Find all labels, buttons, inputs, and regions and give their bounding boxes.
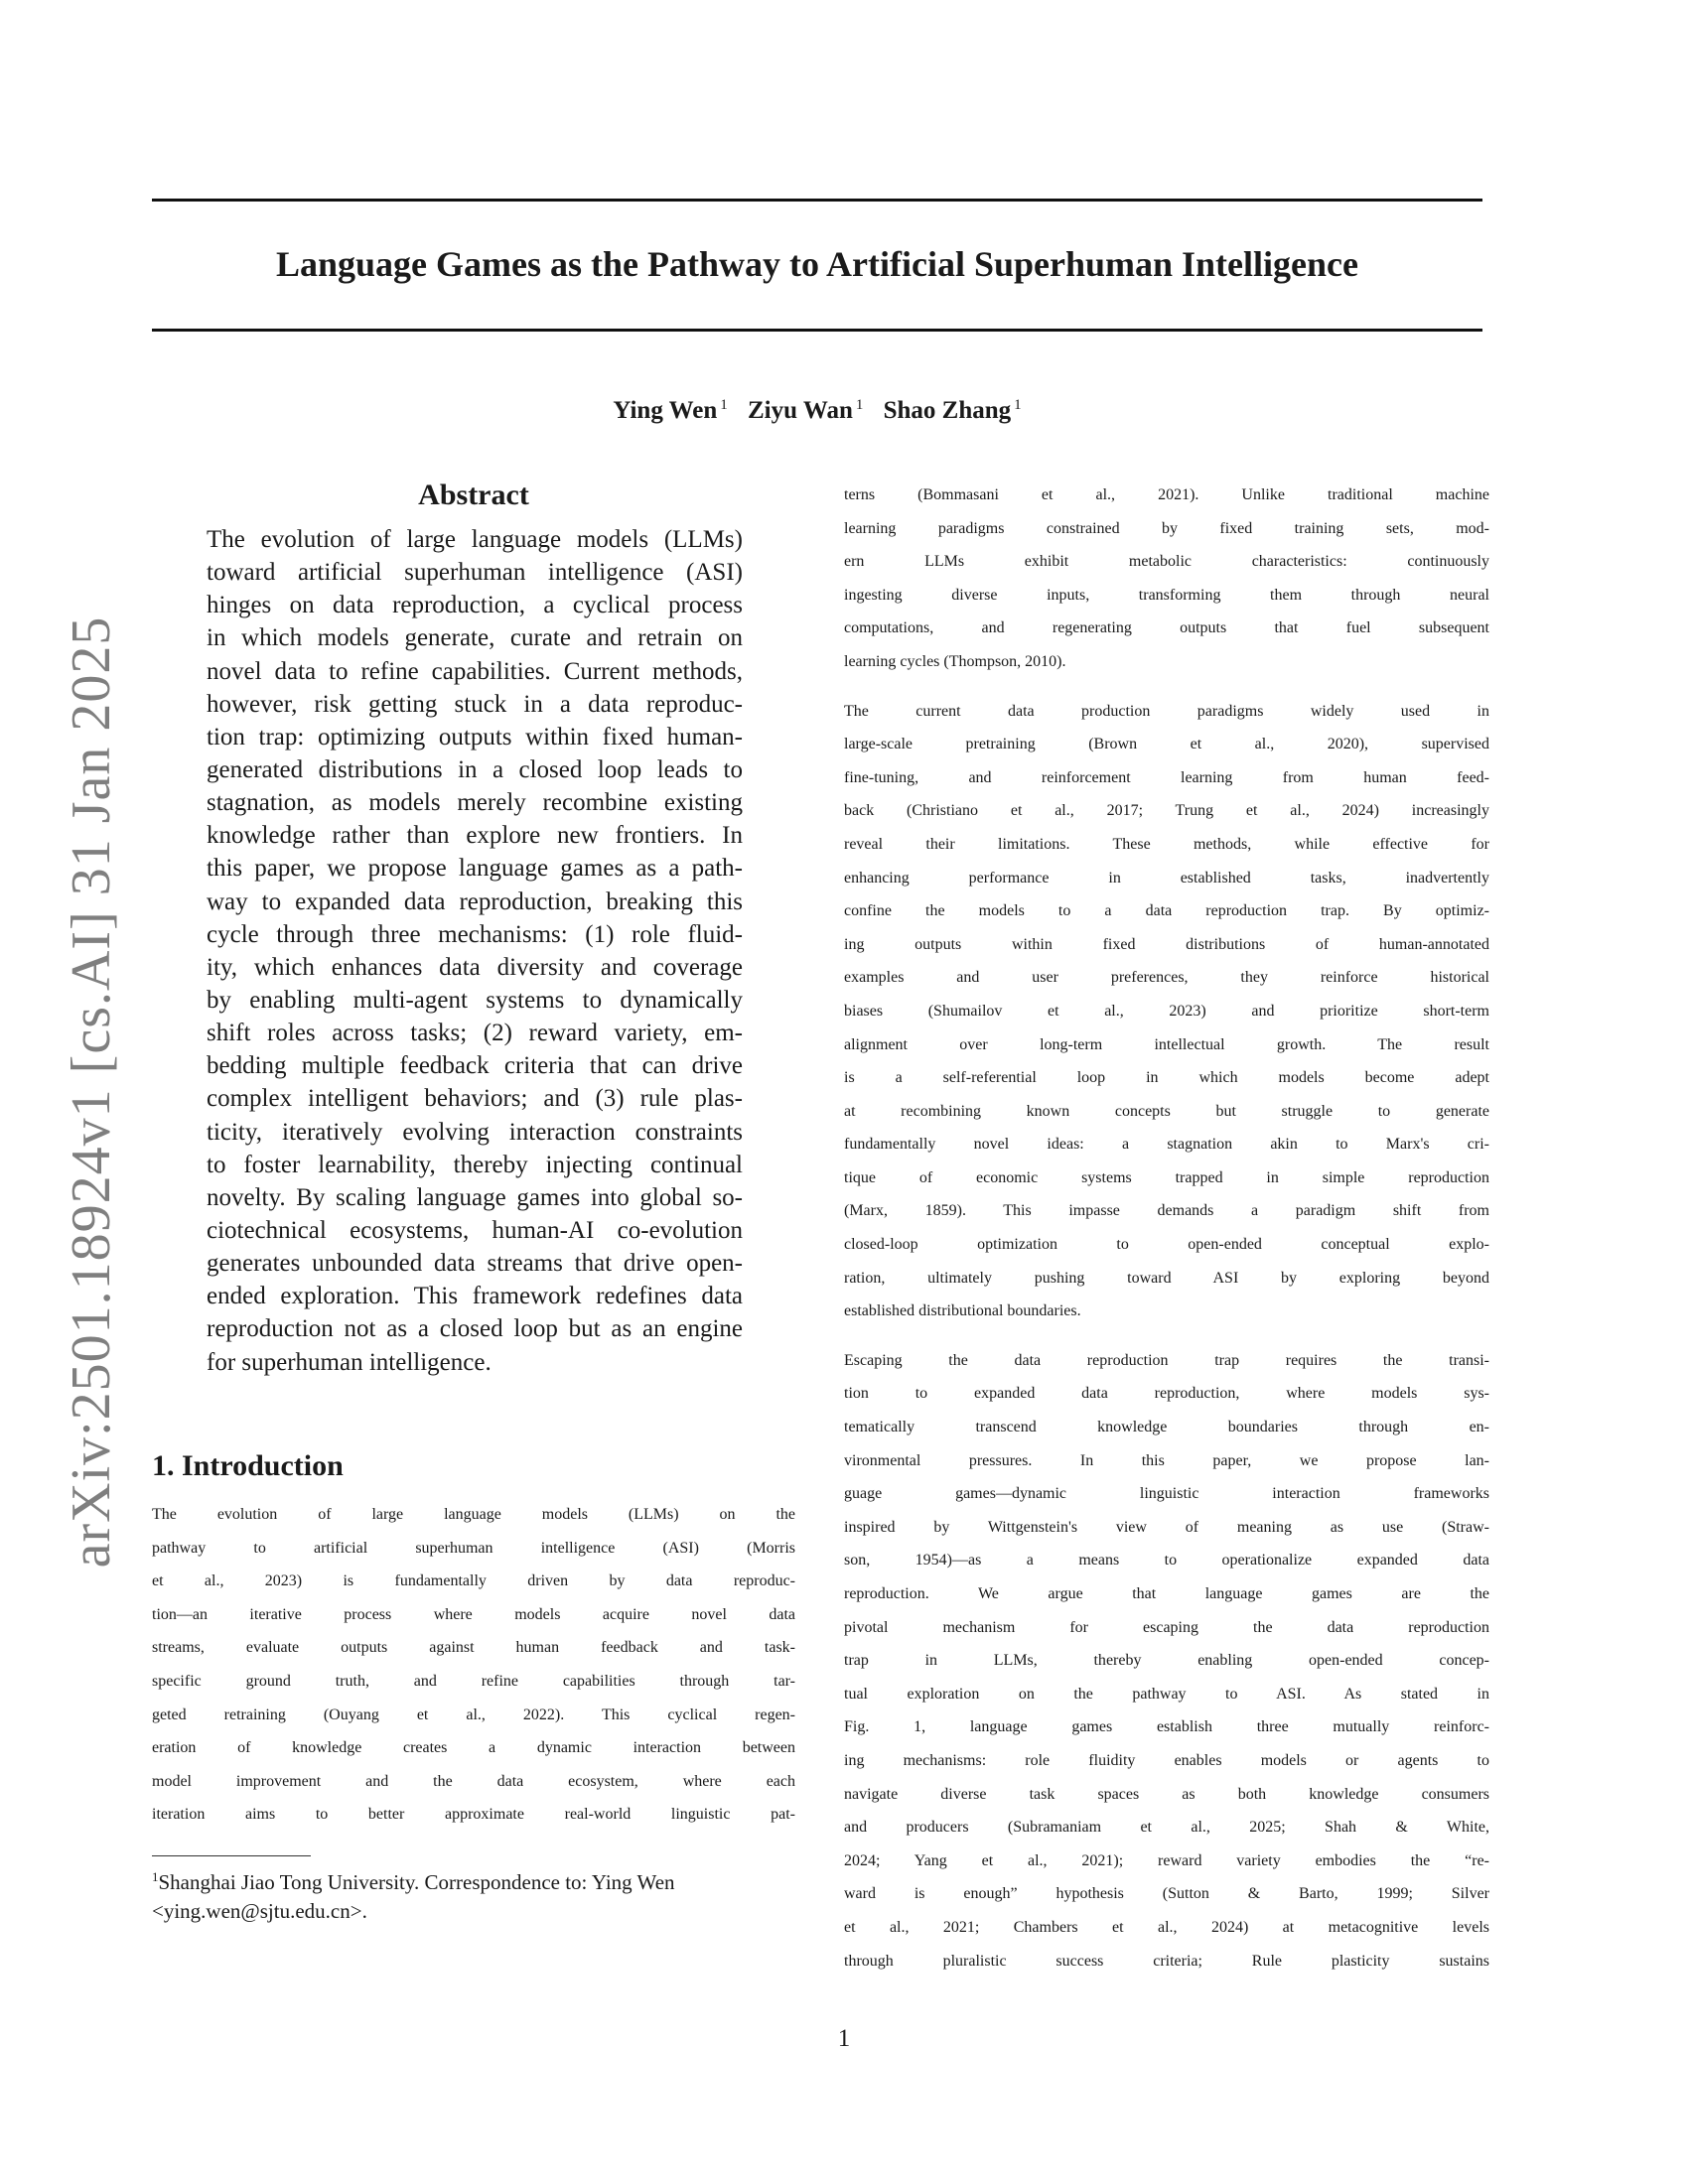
paragraph-gap	[844, 1336, 1489, 1352]
paragraph-line: closed-loop optimization to open-ended conceptual explo-	[844, 1236, 1489, 1254]
abstract-line: complex intelligent behaviors; and (3) rule plas-	[207, 1085, 743, 1113]
paragraph-line: reveal their limitations. These methods, while effective for	[844, 835, 1489, 853]
paragraph-line: at recombining known concepts but struggle to generate	[844, 1102, 1489, 1120]
introduction-line: pathway to artificial superhuman intelligence (ASI) (Morris	[152, 1539, 795, 1557]
paragraph-line: ingesting diverse inputs, transforming them through neural	[844, 586, 1489, 604]
paragraph-line: computations, and regenerating outputs that fuel subsequent	[844, 619, 1489, 637]
paragraph-line: enhancing performance in established tasks, inadvertently	[844, 869, 1489, 887]
footnote-rule	[152, 1855, 311, 1856]
abstract-line: toward artificial superhuman intelligence (ASI)	[207, 559, 743, 587]
abstract-line: generates unbounded data streams that drive open-	[207, 1250, 743, 1278]
footnote-email: <ying.wen@sjtu.edu.cn>.	[152, 1899, 367, 1923]
paragraph-line: inspired by Wittgenstein's view of meaning as use (Straw-	[844, 1518, 1489, 1536]
abstract-heading: Abstract	[418, 478, 529, 511]
introduction-line: streams, evaluate outputs against human feedback and task-	[152, 1639, 795, 1657]
introduction-line: eration of knowledge creates a dynamic interaction between	[152, 1739, 795, 1757]
author-name: Ying Wen	[613, 397, 718, 425]
footnote-affiliation: Shanghai Jiao Tong University. Correspondence to: Ying Wen	[158, 1870, 675, 1894]
abstract-line: shift roles across tasks; (2) reward variety, em-	[207, 1020, 743, 1047]
abstract-line: knowledge rather than explore new frontiers. In	[207, 822, 743, 850]
abstract-line: ity, which enhances data diversity and coverage	[207, 953, 743, 981]
footnote-line	[152, 1862, 795, 1897]
abstract-line: tion trap: optimizing outputs within fixed human-	[207, 723, 743, 751]
author-name: Shao Zhang	[883, 397, 1012, 425]
abstract-line: to foster learnability, thereby injecting continual	[207, 1151, 743, 1178]
paragraph-line: tematically transcend knowledge boundaries through en-	[844, 1419, 1489, 1436]
right-column-body	[844, 486, 1489, 1985]
author	[613, 397, 727, 424]
abstract-line: however, risk getting stuck in a data reproduc-	[207, 690, 743, 718]
abstract-line: by enabling multi-agent systems to dynamically	[207, 986, 743, 1014]
paragraph-line: and producers (Subramaniam et al., 2025; Shah & White,	[844, 1819, 1489, 1837]
author-list	[152, 387, 1482, 429]
footnote-mark: 1	[152, 1869, 159, 1884]
paragraph-line: guage games—dynamic linguistic interaction frameworks	[844, 1485, 1489, 1503]
introduction-line: specific ground truth, and refine capabilities through tar-	[152, 1672, 795, 1690]
paragraph-line: established distributional boundaries.	[844, 1302, 1081, 1320]
abstract-line: way to expanded data reproduction, breaking this	[207, 887, 743, 915]
abstract-line: generated distributions in a closed loop leads to	[207, 755, 743, 783]
title-rule-bottom	[152, 329, 1482, 332]
paragraph-line: 2024; Yang et al., 2021); reward variety embodies the “re-	[844, 1851, 1489, 1869]
abstract-line: ended exploration. This framework redefines data	[207, 1283, 743, 1310]
author	[884, 397, 1022, 424]
author-name: Ziyu Wan	[748, 397, 853, 425]
abstract-line: this paper, we propose language games as a path-	[207, 855, 743, 883]
paragraph-line: son, 1954)—as a means to operationalize expanded data	[844, 1552, 1489, 1570]
paragraph-line: Escaping the data reproduction trap requires the transi-	[844, 1351, 1489, 1369]
introduction-line: The evolution of large language models (LLMs) on the	[152, 1506, 795, 1523]
introduction-line: iteration aims to better approximate real-world linguistic pat-	[152, 1806, 795, 1824]
abstract-line: stagnation, as models merely recombine existing	[207, 789, 743, 817]
paragraph-line: ern LLMs exhibit metabolic characteristics: continuously	[844, 553, 1489, 571]
paragraph	[844, 1352, 1489, 1985]
paragraph-line: navigate diverse task spaces as both knowledge consumers	[844, 1785, 1489, 1803]
abstract-line: novelty. By scaling language games into global so-	[207, 1183, 743, 1211]
paragraph-line: examples and user preferences, they reinforce historical	[844, 969, 1489, 987]
paragraph-line: alignment over long-term intellectual growth. The result	[844, 1035, 1489, 1053]
paragraph-line: The current data production paradigms widely used in	[844, 702, 1489, 720]
paragraph-line: learning paradigms constrained by fixed training sets, mod-	[844, 519, 1489, 537]
paragraph-line: pivotal mechanism for escaping the data reproduction	[844, 1618, 1489, 1636]
paragraph-line: tual exploration on the pathway to ASI. As stated in	[844, 1685, 1489, 1703]
paragraph-line: vironmental pressures. In this paper, we propose lan-	[844, 1451, 1489, 1469]
paragraph-line: ing mechanisms: role fluidity enables models or agents to	[844, 1751, 1489, 1769]
author	[748, 397, 863, 424]
paragraph-line: ward is enough” hypothesis (Sutton & Barto, 1999; Silver	[844, 1885, 1489, 1903]
paragraph-line: terns (Bommasani et al., 2021). Unlike traditional machine	[844, 486, 1489, 503]
abstract-line: cycle through three mechanisms: (1) role fluid-	[207, 920, 743, 948]
arxiv-stamp-text: arXiv:2501.18924v1 [cs.AI] 31 Jan 2025	[61, 615, 122, 1569]
abstract-line: for superhuman intelligence.	[207, 1348, 492, 1376]
abstract-line: ticity, iteratively evolving interaction constraints	[207, 1118, 743, 1146]
author-affiliation-mark: 1	[1014, 397, 1022, 413]
introduction-line: geted retraining (Ouyang et al., 2022). This cyclical regen-	[152, 1706, 795, 1723]
paragraph-line: ing outputs within fixed distributions of human-annotated	[844, 935, 1489, 953]
paragraph-line: learning cycles (Thompson, 2010).	[844, 652, 1066, 670]
paragraph	[844, 703, 1489, 1336]
paragraph-line: reproduction. We argue that language games are the	[844, 1585, 1489, 1602]
paragraph-line: tion to expanded data reproduction, where models sys-	[844, 1385, 1489, 1403]
paragraph-line: Fig. 1, language games establish three mutually reinforc-	[844, 1718, 1489, 1736]
introduction-line: model improvement and the data ecosystem, where each	[152, 1772, 795, 1790]
title-rule-top	[152, 199, 1482, 202]
introduction-line: et al., 2023) is fundamentally driven by data reproduc-	[152, 1572, 795, 1590]
footnote	[152, 1862, 795, 1926]
paragraph	[844, 486, 1489, 687]
paragraph-line: biases (Shumailov et al., 2023) and prioritize short-term	[844, 1002, 1489, 1020]
paragraph-line: tique of economic systems trapped in simple reproduction	[844, 1168, 1489, 1186]
abstract-line: reproduction not as a closed loop but as an engine	[207, 1315, 743, 1343]
paragraph-line: is a self-referential loop in which models become adept	[844, 1069, 1489, 1087]
abstract-line: bedding multiple feedback criteria that can drive	[207, 1052, 743, 1080]
abstract-body	[207, 523, 743, 1379]
abstract-line: novel data to refine capabilities. Current methods,	[207, 657, 743, 685]
abstract-line: ciotechnical ecosystems, human-AI co-evolution	[207, 1216, 743, 1244]
paragraph-line: back (Christiano et al., 2017; Trung et al., 2024) increasingly	[844, 802, 1489, 820]
abstract-line: hinges on data reproduction, a cyclical process	[207, 592, 743, 619]
paragraph-line: et al., 2021; Chambers et al., 2024) at metacognitive levels	[844, 1918, 1489, 1936]
abstract-line: The evolution of large language models (LLMs)	[207, 526, 743, 553]
author-affiliation-mark: 1	[720, 397, 728, 413]
paper-title: Language Games as the Pathway to Artificial Superhuman Intelligence	[276, 244, 1358, 284]
paragraph-line: trap in LLMs, thereby enabling open-ended concep-	[844, 1652, 1489, 1670]
paragraph-line: ration, ultimately pushing toward ASI by exploring beyond	[844, 1269, 1489, 1287]
paragraph-gap	[844, 687, 1489, 703]
abstract-line: in which models generate, curate and retrain on	[207, 624, 743, 652]
paragraph-line: confine the models to a data reproduction trap. By optimiz-	[844, 902, 1489, 920]
paragraph-line: through pluralistic success criteria; Rule plasticity sustains	[844, 1952, 1489, 1970]
author-affiliation-mark: 1	[855, 397, 864, 413]
paragraph-line: (Marx, 1859). This impasse demands a paradigm shift from	[844, 1202, 1489, 1220]
introduction-line: tion—an iterative process where models acquire novel data	[152, 1605, 795, 1623]
paragraph-line: fine-tuning, and reinforcement learning from human feed-	[844, 768, 1489, 786]
page-number: 1	[837, 2025, 851, 2052]
paragraph-line: large-scale pretraining (Brown et al., 2020), supervised	[844, 736, 1489, 753]
section-heading-introduction: 1. Introduction	[152, 1449, 344, 1482]
introduction-body	[152, 1506, 795, 1840]
paragraph-line: fundamentally novel ideas: a stagnation akin to Marx's cri-	[844, 1136, 1489, 1154]
